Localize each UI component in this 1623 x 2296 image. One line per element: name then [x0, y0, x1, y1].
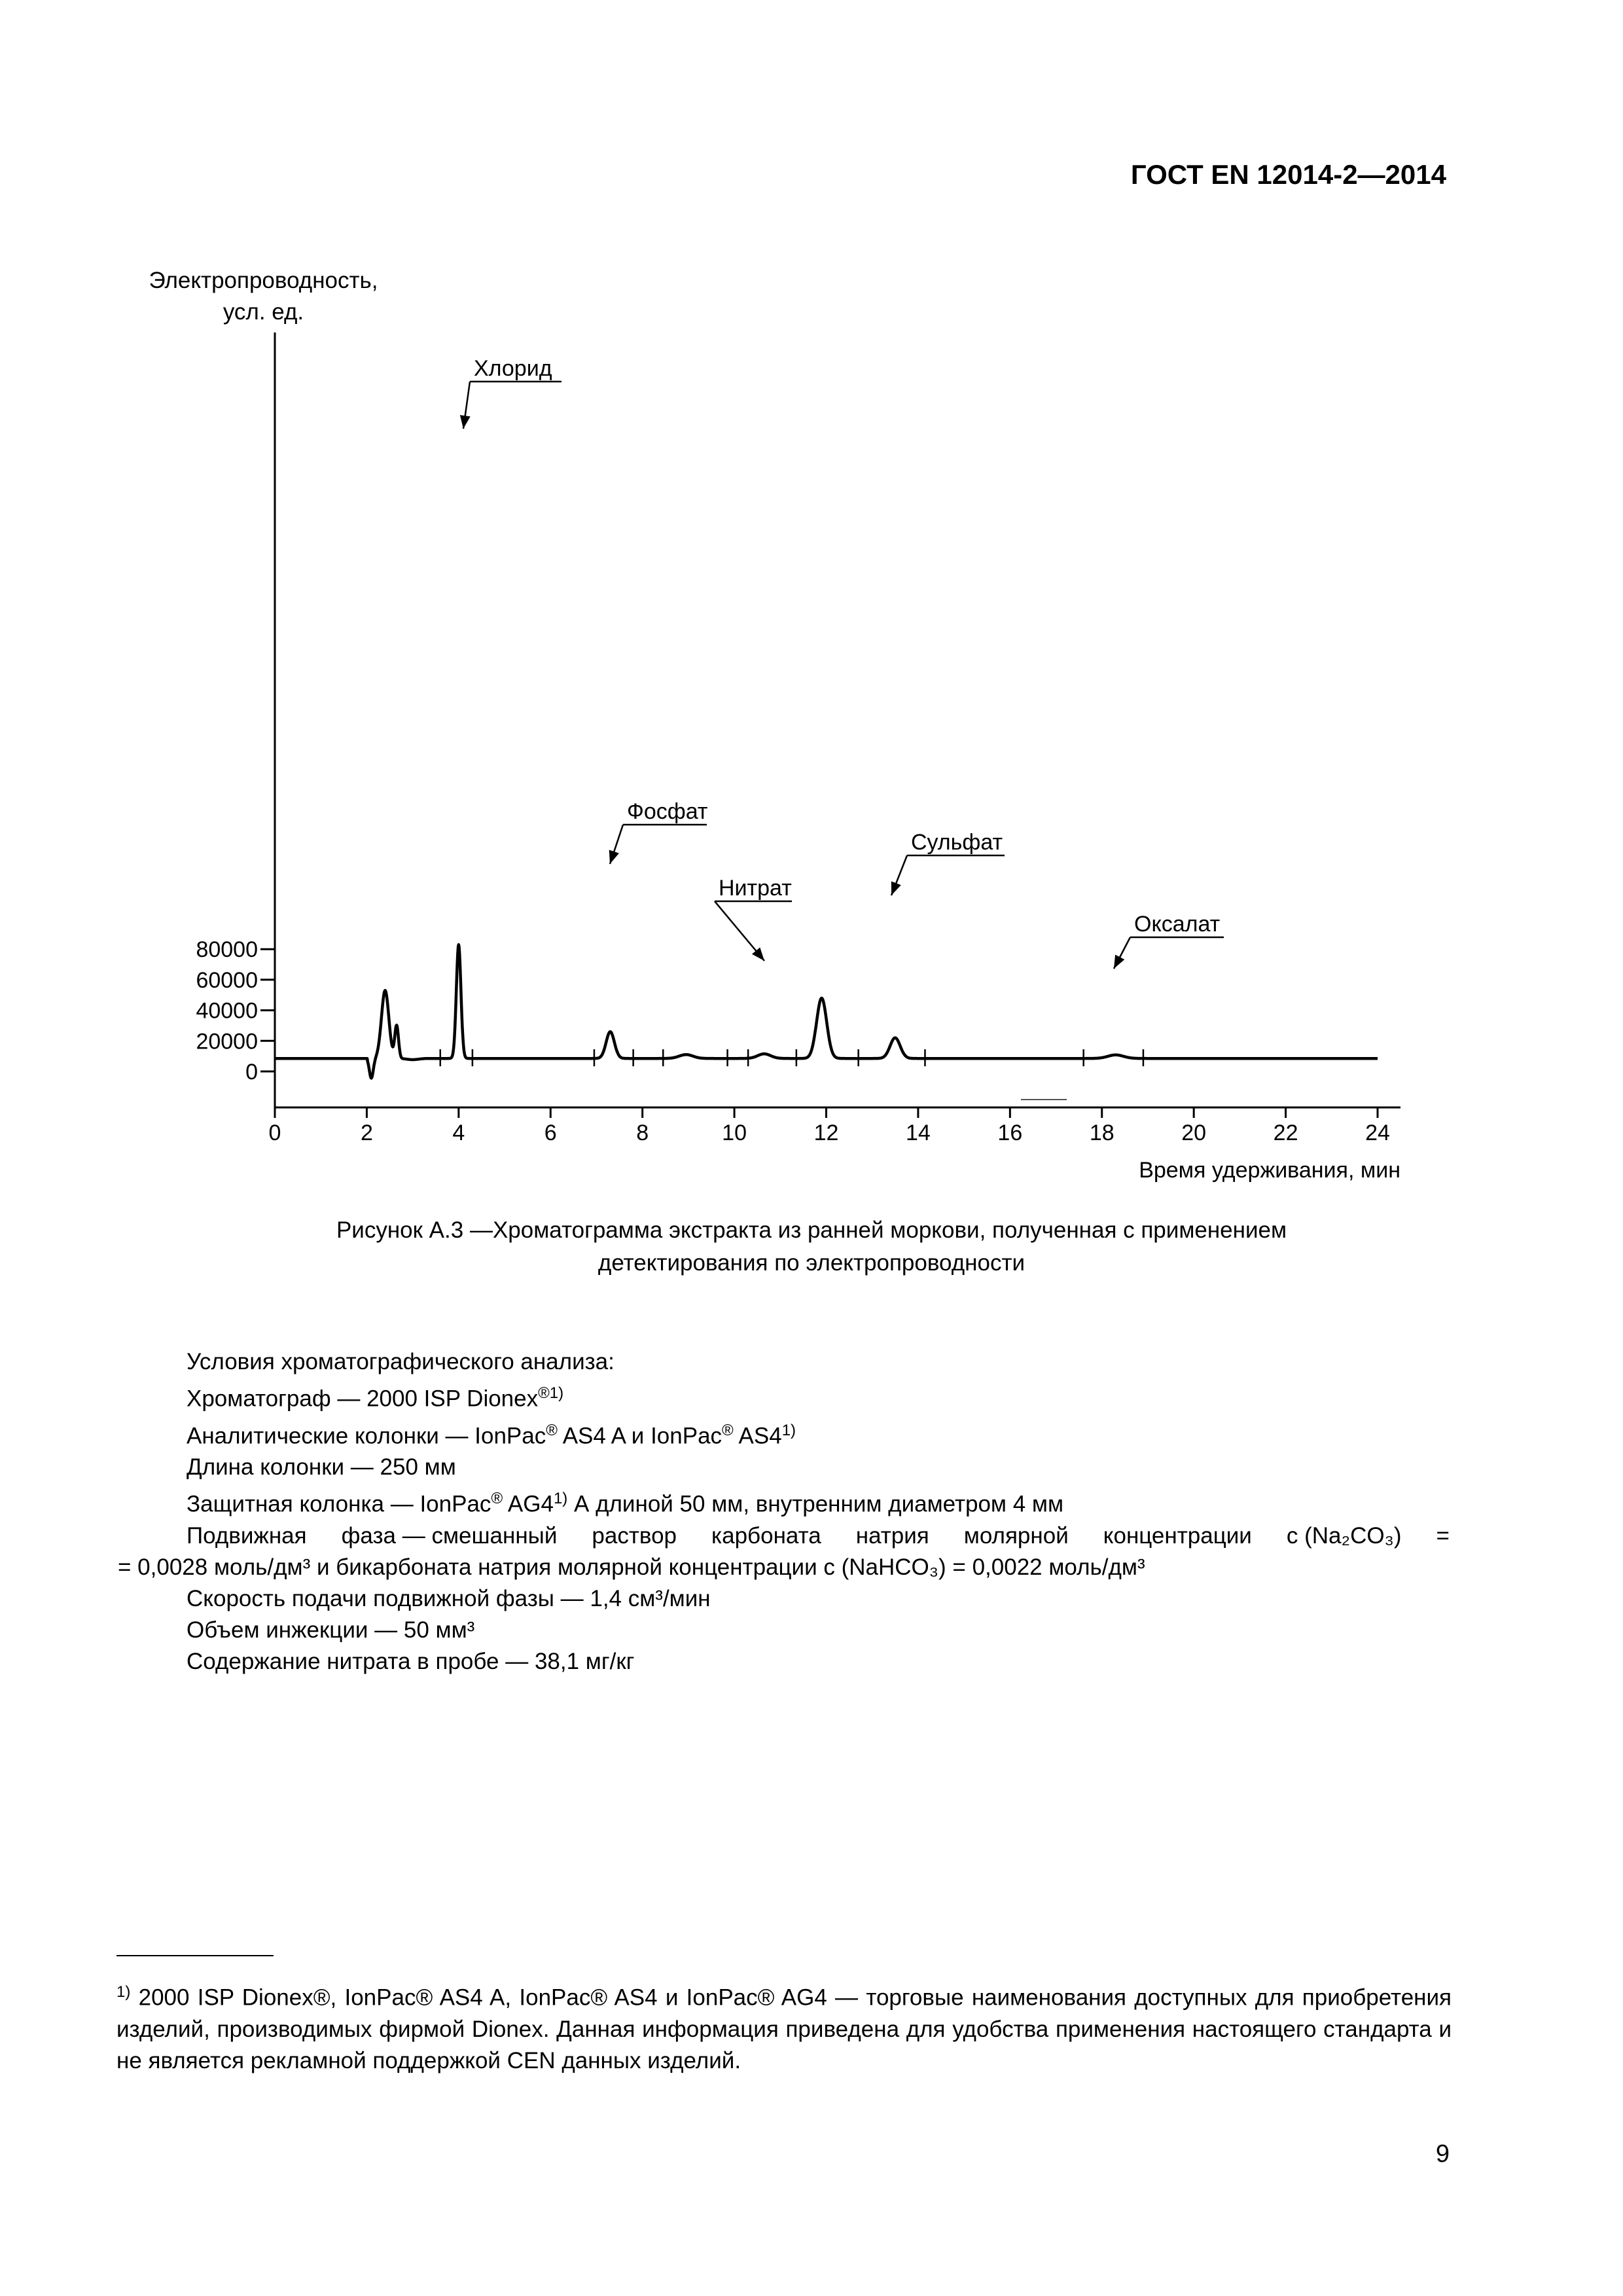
- caption-line2: детектирования по электропроводности: [597, 1250, 1026, 1276]
- page-number: 9: [1435, 2140, 1450, 2168]
- columns-c: AS4: [733, 1423, 782, 1449]
- columns-sup2: ®: [722, 1421, 734, 1439]
- mobile-word: натрия: [855, 1522, 929, 1549]
- x-tick-label: 18: [1089, 1121, 1115, 1145]
- y-tick-label: 80000: [196, 937, 258, 963]
- mobile-word: Подвижная: [187, 1522, 307, 1549]
- columns-sup3: 1): [781, 1421, 796, 1439]
- condition-nitrate: Содержание нитрата в пробе — 38,1 мг/кг: [187, 1648, 635, 1674]
- condition-injection: Объем инжекции — 50 мм³: [187, 1617, 475, 1643]
- condition-guard: [187, 1483, 1450, 1520]
- condition-columns: [187, 1415, 1450, 1452]
- x-tick-label: 8: [636, 1121, 649, 1145]
- chromatograph-text: Хроматограф — 2000 ISP Dionex: [187, 1386, 539, 1412]
- y-tick-label: 60000: [196, 967, 258, 993]
- analysis-conditions: [118, 1346, 1450, 1677]
- x-tick-label: 0: [268, 1121, 281, 1145]
- x-tick-label: 4: [452, 1121, 465, 1145]
- footnote: [116, 1977, 1452, 2077]
- peak-label-arrowhead: [1114, 955, 1124, 969]
- mobile-word: c (Na₂CO₃): [1286, 1522, 1402, 1549]
- condition-mobile-line2: = 0,0028 моль/дм³ и бикарбоната натрия молярной концентрации c (NaHCO₃) = 0,0022 моль/дм³: [118, 1554, 1145, 1580]
- x-tick-label: 16: [997, 1121, 1023, 1145]
- standard-header: ГОСТ EN 12014-2—2014: [1130, 159, 1446, 190]
- x-tick-label: 22: [1273, 1121, 1298, 1145]
- peak-label-arrowhead: [460, 415, 471, 429]
- y-tick-label: 20000: [196, 1029, 258, 1054]
- x-tick-label: 24: [1365, 1121, 1390, 1145]
- guard-c: А длиной 50 мм, внутренним диаметром 4 мм: [567, 1491, 1064, 1517]
- columns-b: AS4 A и IonPac: [557, 1423, 722, 1449]
- mobile-word: карбоната: [711, 1522, 821, 1549]
- peak-label: Оксалат: [1134, 912, 1221, 937]
- condition-flow: Скорость подачи подвижной фазы — 1,4 см³/мин: [187, 1585, 711, 1611]
- x-axis-label: Время удерживания, мин: [1139, 1158, 1400, 1183]
- footnote-text: 2000 ISP Dionex®, IonPac® AS4 A, IonPac® AS4 и IonPac® AG4 — торговые наименования доступных для приобретения изделий, производимых фирмой Dionex. Данная информация приведена для удобства применения настоящего стандарта и не является рекламной поддержкой CEN данных изделий.: [116, 1984, 1452, 2073]
- x-tick-label: 10: [722, 1121, 747, 1145]
- guard-sup1: ®: [491, 1490, 503, 1508]
- mobile-word: раствор: [592, 1522, 677, 1549]
- guard-b: AG4: [503, 1491, 554, 1517]
- x-tick-label: 6: [544, 1121, 557, 1145]
- peak-label: Нитрат: [719, 876, 792, 901]
- condition-mobile-line1: [187, 1520, 1450, 1552]
- footnote-marker: 1): [116, 1983, 131, 2001]
- guard-a: Защитная колонка — IonPac: [187, 1491, 491, 1517]
- peak-label: Хлорид: [474, 356, 552, 381]
- x-tick-label: 2: [360, 1121, 373, 1145]
- columns-a: Аналитические колонки — IonPac: [187, 1423, 546, 1449]
- peak-label-arrowhead: [891, 882, 901, 896]
- condition-chromatograph: [187, 1378, 1450, 1415]
- x-tick-label: 12: [813, 1121, 839, 1145]
- conditions-title: Условия хроматографического анализа:: [187, 1349, 615, 1374]
- peak-label-arrowhead: [609, 850, 619, 865]
- caption-line1: Рисунок А.3 —Хроматограмма экстракта из ранней моркови, полученная с применением: [336, 1217, 1287, 1243]
- y-tick-label: 40000: [196, 998, 258, 1024]
- y-axis-label-line1: Электропроводность,: [149, 268, 378, 293]
- condition-length: Длина колонки — 250 мм: [187, 1454, 456, 1480]
- mobile-word: фаза — смешанный: [341, 1522, 558, 1549]
- mobile-word: =: [1436, 1522, 1450, 1549]
- figure-caption: [196, 1214, 1427, 1280]
- y-tick-label: 0: [245, 1060, 258, 1085]
- mobile-word: концентрации: [1103, 1522, 1252, 1549]
- footnote-rule: [116, 1955, 274, 1956]
- x-tick-label: 20: [1181, 1121, 1207, 1145]
- columns-sup1: ®: [546, 1421, 558, 1439]
- chromatograph-sup: ®1): [538, 1384, 564, 1402]
- mobile-word: молярной: [963, 1522, 1069, 1549]
- y-axis-label-line2: усл. ед.: [223, 299, 304, 325]
- x-tick-label: 14: [906, 1121, 931, 1145]
- peak-label: Фосфат: [627, 799, 708, 824]
- guard-sup2: 1): [553, 1490, 568, 1508]
- peak-label: Сульфат: [911, 830, 1003, 855]
